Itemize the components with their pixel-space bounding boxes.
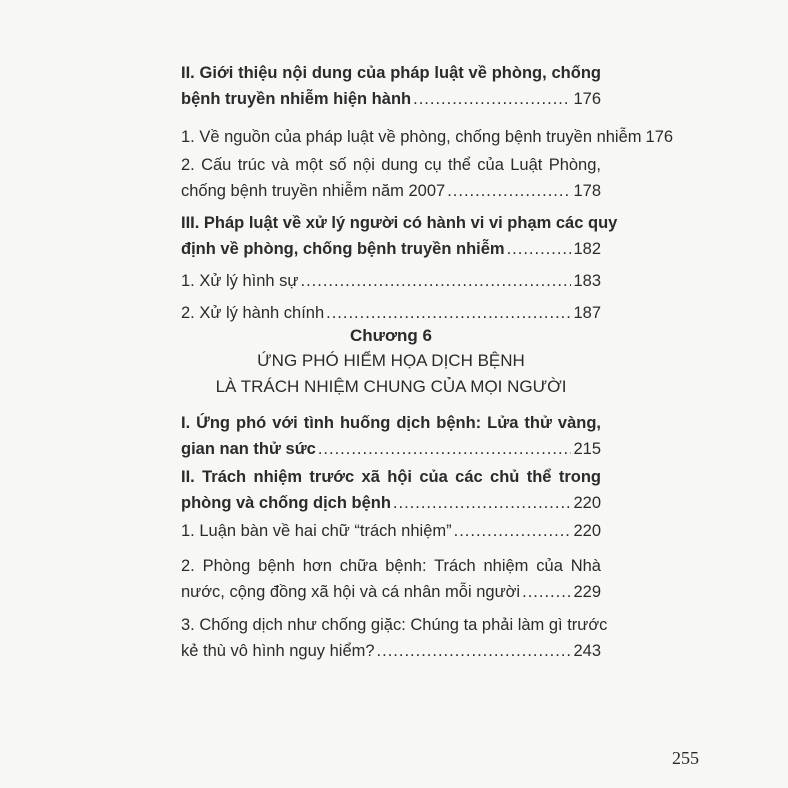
leader-dots <box>447 178 571 204</box>
toc-entry-text: bệnh truyền nhiễm hiện hành <box>181 90 412 108</box>
toc-entry-text: gian nan thử sức <box>181 440 316 458</box>
toc-entry-text: 2. Cấu trúc và một số nội dung cụ thể của Luật Phòng, <box>181 156 601 174</box>
leader-dots <box>300 268 571 294</box>
toc-entry <box>181 553 601 605</box>
toc-entry-text: 1. Xử lý hình sự <box>181 272 299 290</box>
leader-dots <box>393 490 572 516</box>
toc-entry-last-line <box>181 178 601 204</box>
toc-page-number: 187 <box>573 304 601 322</box>
toc-entry-last-line <box>181 124 674 150</box>
toc-entry-text: II. Trách nhiệm trước xã hội của các chủ thể trong <box>181 468 601 486</box>
toc-page-number: 229 <box>573 583 601 601</box>
toc-entry <box>181 518 601 544</box>
page-number: 255 <box>672 748 699 768</box>
toc-entry-last-line <box>181 579 601 605</box>
toc-entry-text: 2. Xử lý hành chính <box>181 304 325 322</box>
toc-page-number: 215 <box>573 440 601 458</box>
toc-entry-text: 1. Về nguồn của pháp luật về phòng, chống bệnh truyền nhiễm <box>181 128 642 146</box>
toc-entry-last-line <box>181 518 601 544</box>
toc-entry-text: chống bệnh truyền nhiễm năm 2007 <box>181 182 446 200</box>
toc-page-number: 178 <box>573 182 601 200</box>
toc-entry-last-line <box>181 236 601 262</box>
toc-entry-last-line <box>181 86 601 112</box>
toc-entry-last-line <box>181 490 601 516</box>
toc-entry-text: nước, cộng đồng xã hội và cá nhân mỗi người <box>181 583 521 601</box>
toc-entry-last-line <box>181 436 601 462</box>
toc-page-number: 183 <box>573 272 601 290</box>
leader-dots <box>522 579 571 605</box>
toc-entry <box>181 152 601 204</box>
leader-dots <box>318 436 572 462</box>
toc-page-number: 176 <box>645 128 674 146</box>
toc-entry <box>181 612 608 664</box>
toc-page-number: 176 <box>573 90 601 108</box>
toc-entry-text: kẻ thù vô hình nguy hiểm? <box>181 642 375 660</box>
toc-entry <box>181 210 618 262</box>
toc-entry <box>181 410 601 462</box>
chapter-title-line-1: ỨNG PHÓ HIỂM HỌA DỊCH BỆNH <box>257 351 525 370</box>
toc-page-number: 243 <box>573 642 601 660</box>
toc-entry-text: định về phòng, chống bệnh truyền nhiễm <box>181 240 505 258</box>
toc-page-number: 220 <box>573 522 601 540</box>
toc-entry-text: phòng và chống dịch bệnh <box>181 494 391 512</box>
toc-entry-last-line <box>181 638 601 664</box>
toc-entry-last-line <box>181 268 601 294</box>
leader-dots <box>377 638 572 664</box>
chapter-title-line-2: LÀ TRÁCH NHIỆM CHUNG CỦA MỌI NGƯỜI <box>215 377 567 396</box>
toc-page-number: 220 <box>573 494 601 512</box>
toc-entry-text: 1. Luận bàn về hai chữ “trách nhiệm” <box>181 522 452 540</box>
toc-entry <box>181 464 601 516</box>
toc-entry-text: I. Ứng phó với tình huống dịch bệnh: Lửa thử vàng, <box>181 414 601 432</box>
toc-page-number: 182 <box>573 240 601 258</box>
leader-dots <box>454 518 572 544</box>
leader-dots <box>413 86 571 112</box>
toc-entry <box>181 268 601 294</box>
toc-entry-text: 2. Phòng bệnh hơn chữa bệnh: Trách nhiệm của Nhà <box>181 557 601 575</box>
toc-entry-text: II. Giới thiệu nội dung của pháp luật về phòng, chống <box>181 64 601 82</box>
leader-dots <box>507 236 572 262</box>
toc-entry-text: 3. Chống dịch như chống giặc: Chúng ta phải làm gì trước <box>181 616 608 634</box>
toc-entry <box>181 60 601 112</box>
toc-entry <box>181 124 674 150</box>
toc-entry-text: III. Pháp luật về xử lý người có hành vi vi phạm các quy <box>181 214 618 232</box>
chapter-label: Chương 6 <box>349 326 432 345</box>
